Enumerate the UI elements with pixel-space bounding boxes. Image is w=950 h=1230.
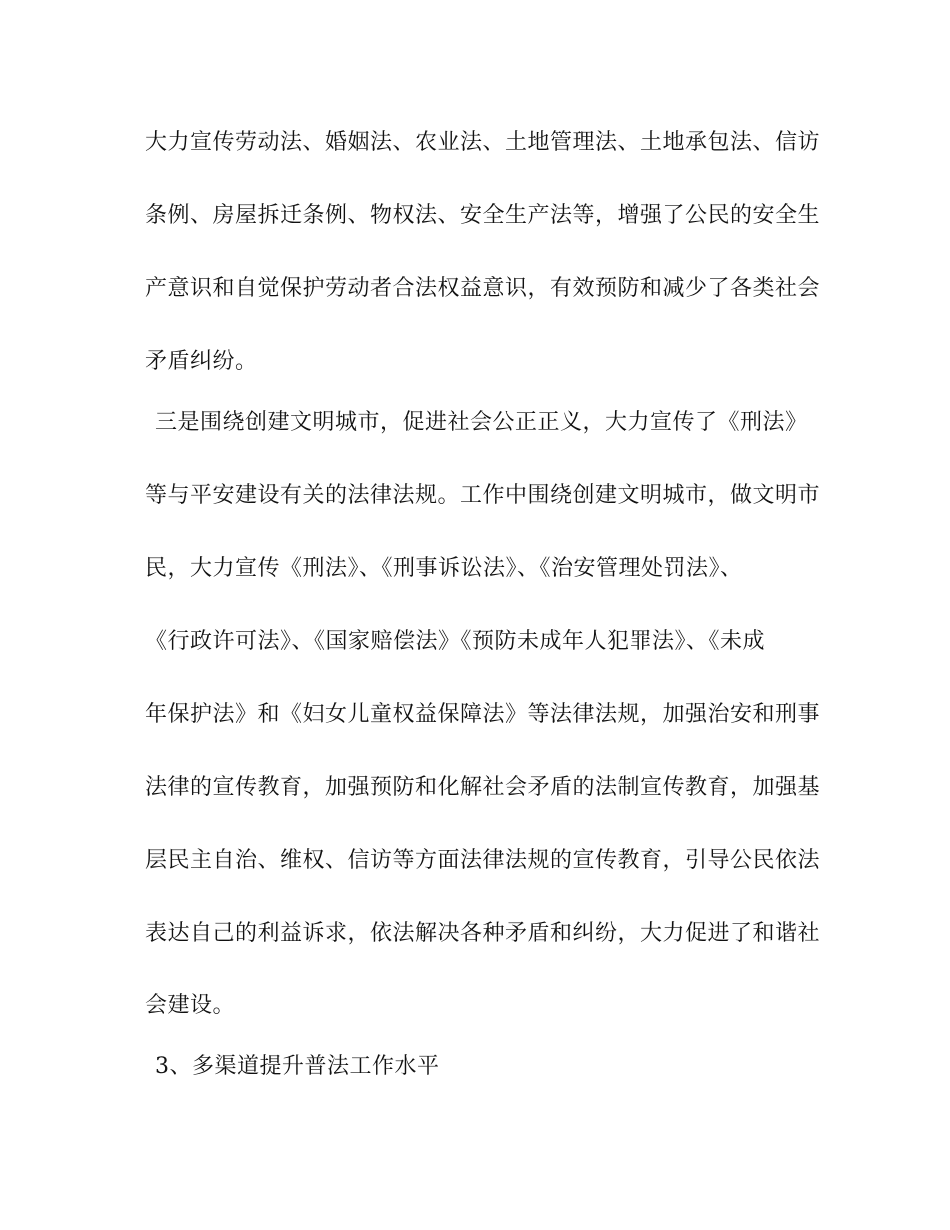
paragraph-line: 会建设。 — [145, 993, 236, 1018]
paragraph-line: 条例、房屋拆迁条例、物权法、安全生产法等，增强了公民的安全生 — [145, 203, 821, 228]
paragraph-line: 《行政许可法》、《国家赔偿法》《预防未成年人犯罪法》、《未成 — [145, 629, 766, 654]
paragraph-line: 矛盾纠纷。 — [145, 349, 258, 374]
paragraph-line: 层民主自治、维权、信访等方面法律法规的宣传教育，引导公民依法 — [145, 848, 821, 873]
paragraph-line: 年保护法》和《妇女儿童权益保障法》等法律法规，加强治安和刑事 — [145, 702, 821, 727]
paragraph-line: 民，大力宣传《刑法》、《刑事诉讼法》、《治安管理处罚法》、 — [145, 556, 743, 581]
paragraph-line: 三是围绕创建文明城市，促进社会公正正义，大力宣传了《刑法》 — [155, 410, 808, 435]
paragraph-line: 法律的宣传教育，加强预防和化解社会矛盾的法制宣传教育，加强基 — [145, 775, 821, 800]
section-heading: 3、多渠道提升普法工作水平 — [155, 1054, 440, 1079]
paragraph-line: 等与平安建设有关的法律法规。工作中围绕创建文明城市，做文明市 — [145, 483, 821, 508]
paragraph-line: 产意识和自觉保护劳动者合法权益意识，有效预防和减少了各类社会 — [145, 276, 821, 301]
paragraph-line: 表达自己的利益诉求，依法解决各种矛盾和纠纷，大力促进了和谐社 — [145, 921, 821, 946]
paragraph-line: 大力宣传劳动法、婚姻法、农业法、土地管理法、土地承包法、信访 — [145, 130, 821, 155]
